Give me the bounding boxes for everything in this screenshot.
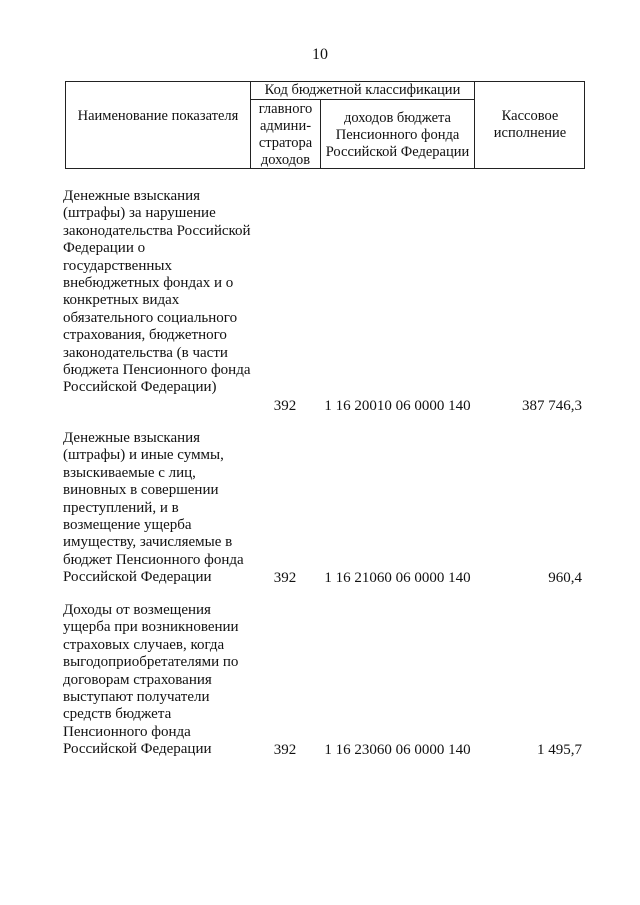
header-revenue-code: доходов бюджета Пенсионного фонда Российской Федерации bbox=[325, 110, 470, 160]
page-number: 10 bbox=[312, 46, 328, 63]
row-revenue-code: 1 16 20010 06 0000 140 bbox=[324, 397, 471, 414]
row-name: Денежные взыскания (штрафы) за нарушение законодательства Российской Федерации о государственных внебюджетных фондах и о конкретных видах обязательного социального страхования, бюджетного законодательства (в части бюджета Пенсионного фонда Российской Федерации) bbox=[63, 188, 251, 396]
header-divider bbox=[250, 99, 475, 100]
header-budget-code: Код бюджетной классификации bbox=[264, 82, 461, 98]
row-admin-code: 392 bbox=[273, 569, 297, 586]
row-revenue-code: 1 16 23060 06 0000 140 bbox=[324, 741, 471, 758]
row-name: Доходы от возмещения ущерба при возникновении страховых случаев, когда выгодоприобретателями по договорам страхования выступают получатели средств бюджета Пенсионного фонда Российской Федерации bbox=[63, 602, 239, 758]
row-amount: 960,4 bbox=[548, 569, 582, 586]
header-admin-code: главного админи-стратора доходов bbox=[258, 101, 313, 168]
table-row bbox=[0, 188, 640, 415]
row-admin-code: 392 bbox=[273, 741, 297, 758]
row-amount: 387 746,3 bbox=[522, 397, 582, 414]
row-name: Денежные взыскания (штрафы) и иные суммы, взыскиваемые с лиц, виновных в совершении преступлений, и в возмещение ущерба имуществу, зачисляемые в бюджет Пенсионного фонда Российской Федерации bbox=[63, 430, 244, 586]
header-amount: Кассовое исполнение bbox=[493, 108, 567, 141]
table-row bbox=[0, 430, 640, 587]
table-row bbox=[0, 602, 640, 759]
row-amount: 1 495,7 bbox=[537, 741, 582, 758]
row-revenue-code: 1 16 21060 06 0000 140 bbox=[324, 569, 471, 586]
header-name: Наименование показателя bbox=[77, 108, 239, 124]
row-admin-code: 392 bbox=[273, 397, 297, 414]
